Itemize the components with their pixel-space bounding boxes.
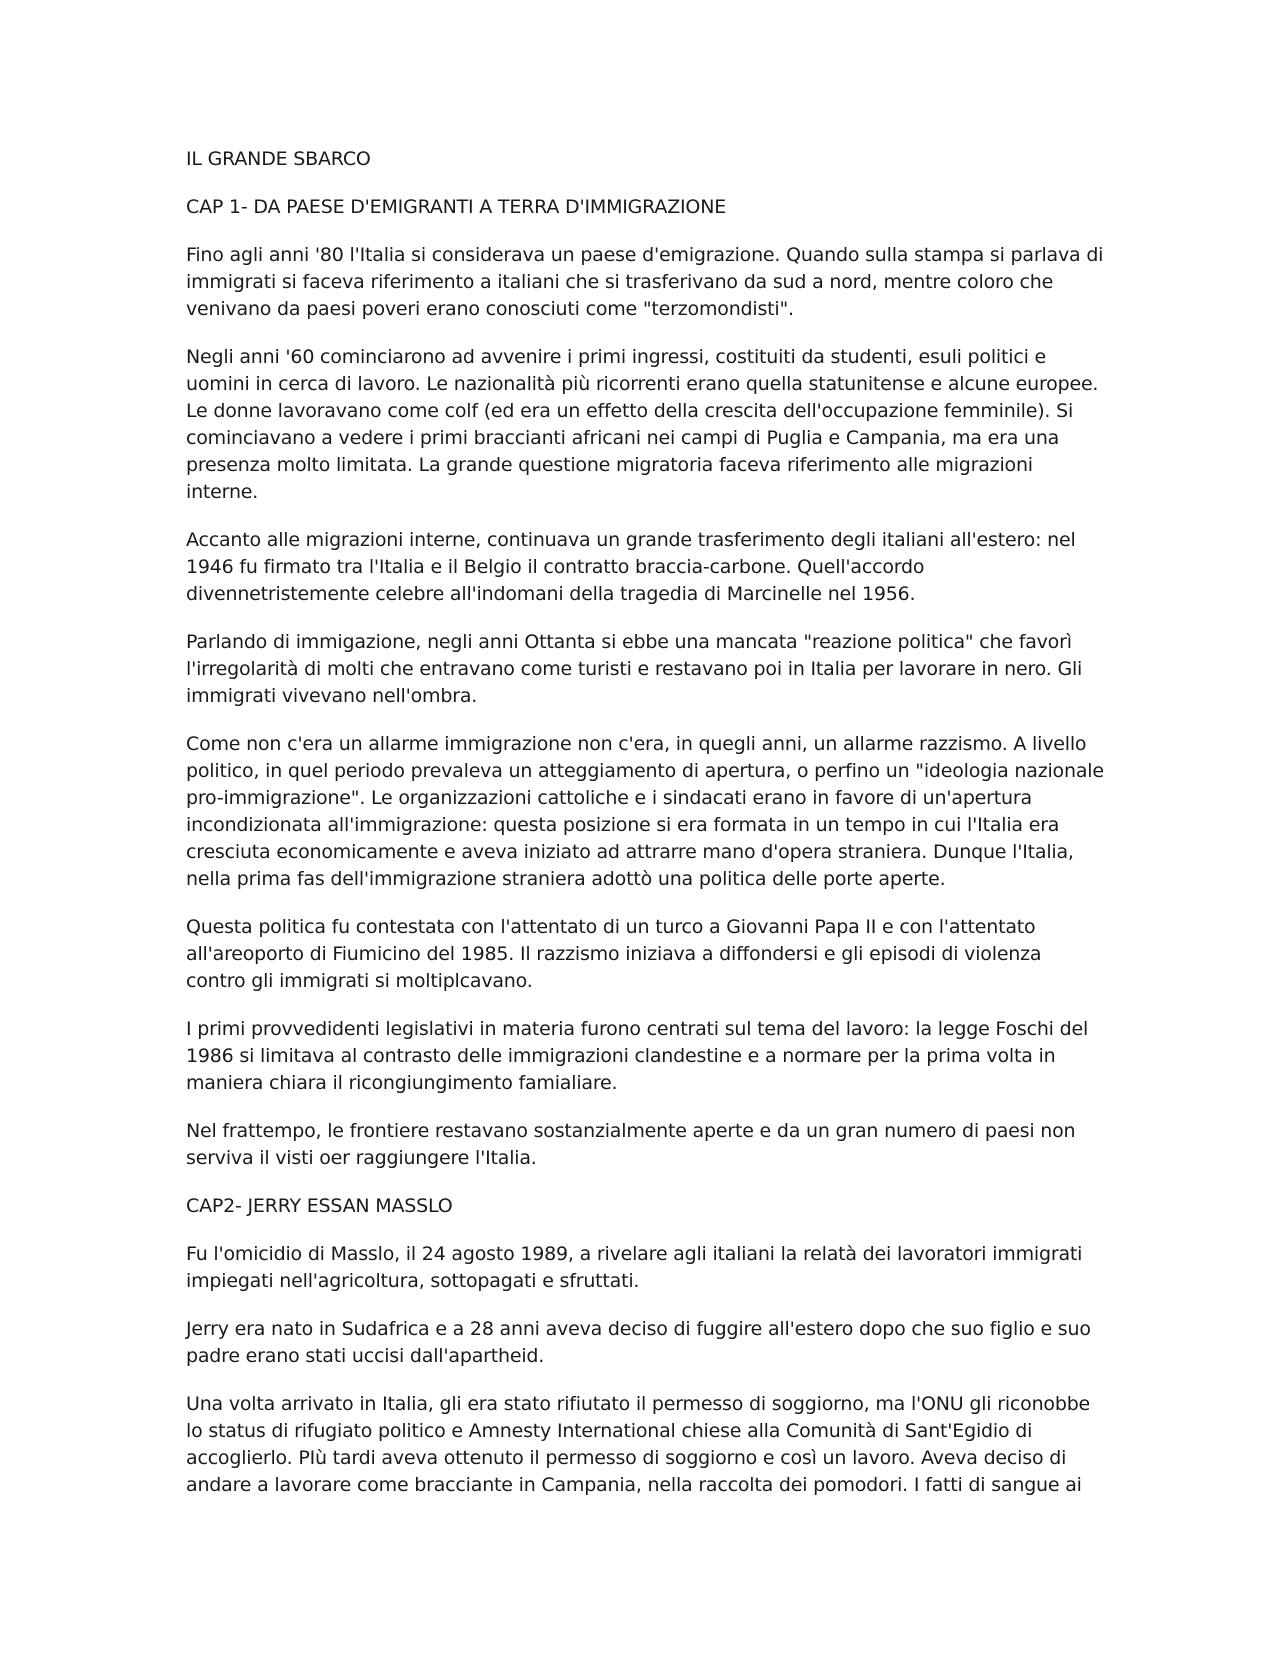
chapter-1-heading: CAP 1- DA PAESE D'EMIGRANTI A TERRA D'IMMIGRAZIONE [186,196,727,218]
chapter-2-heading: CAP2- JERRY ESSAN MASSLO [186,1195,453,1217]
chapter-1-paragraph: Nel frattempo, le frontiere restavano sostanzialmente aperte e da un gran numero di paesi non serviva il visti oer raggiungere l'Italia. [186,1120,1076,1169]
chapter-1-paragraph: Come non c'era un allarme immigrazione non c'era, in quegli anni, un allarme razzismo. A livello politico, in quel periodo prevaleva un atteggiamento di apertura, o perfino un "ideologia nazionale pro-immigrazione". Le organizzazioni cattoliche e i sindacati erano in favore di un'apertura incondizionata all'immigrazione: questa posizione si era formata in un tempo in cui l'Italia era cresciuta economicamente e aveva iniziato ad attrarre mano d'opera straniera. Dunque l'Italia, nella prima fas dell'immigrazione straniera adottò una politica delle porte aperte. [186,733,1104,890]
document-body [186,146,1106,1520]
chapter-2-paragraph: Fu l'omicidio di Masslo, il 24 agosto 1989, a rivelare agli italiani la relatà dei lavoratori immigrati impiegati nell'agricoltura, sottopagati e sfruttati. [186,1243,1083,1292]
chapter-2-paragraph: Una volta arrivato in Italia, gli era stato rifiutato il permesso di soggiorno, ma l'ONU gli riconobbe lo status di rifugiato politico e Amnesty International chiese alla Comunità di Sant'Egidio di accoglierlo. PIù tardi aveva ottenuto il permesso di soggiorno e così un lavoro. Aveva deciso di andare a lavorare come bracciante in Campania, nella raccolta dei pomodori. I fatti di sangue ai [186,1393,1091,1496]
chapter-1-paragraph: Fino agli anni '80 l'Italia si considerava un paese d'emigrazione. Quando sulla stampa si parlava di immigrati si faceva riferimento a italiani che si trasferivano da sud a nord, mentre coloro che venivano da paesi poveri erano conosciuti come "terzomondisti". [186,244,1104,320]
chapter-1-paragraph: I primi provvedidenti legislativi in materia furono centrati sul tema del lavoro: la legge Foschi del 1986 si limitava al contrasto delle immigrazioni clandestine e a normare per la prima volta in maniera chiara il ricongiungimento famialiare. [186,1018,1089,1094]
chapter-1-paragraph: Negli anni '60 cominciarono ad avvenire i primi ingressi, costituiti da studenti, esuli politici e uomini in cerca di lavoro. Le nazionalità più ricorrenti erano quella statunitense e alcune europee. Le donne lavoravano come colf (ed era un effetto della crescita dell'occupazione femminile). Si cominciavano a vedere i primi braccianti africani nei campi di Puglia e Campania, ma era una presenza molto limitata. La grande questione migratoria faceva riferimento alle migrazioni interne. [186,346,1099,503]
document-title: IL GRANDE SBARCO [186,148,371,170]
chapter-1-paragraph: Questa politica fu contestata con l'attentato di un turco a Giovanni Papa II e con l'attentato all'areoporto di Fiumicino del 1985. Il razzismo iniziava a diffondersi e gli episodi di violenza contro gli immigrati si moltiplcavano. [186,916,1042,992]
chapter-1-paragraph: Accanto alle migrazioni interne, continuava un grande trasferimento degli italiani all'estero: nel 1946 fu firmato tra l'Italia e il Belgio il contratto braccia-carbone. Quell'accordo divennetristemente celebre all'indomani della tragedia di Marcinelle nel 1956. [186,529,1076,605]
chapter-2-paragraph: Jerry era nato in Sudafrica e a 28 anni aveva deciso di fuggire all'estero dopo che suo figlio e suo padre erano stati uccisi dall'apartheid. [186,1318,1091,1367]
chapter-1-paragraph: Parlando di immigazione, negli anni Ottanta si ebbe una mancata "reazione politica" che favorì l'irregolarità di molti che entravano come turisti e restavano poi in Italia per lavorare in nero. Gli immigrati vivevano nell'ombra. [186,631,1083,707]
